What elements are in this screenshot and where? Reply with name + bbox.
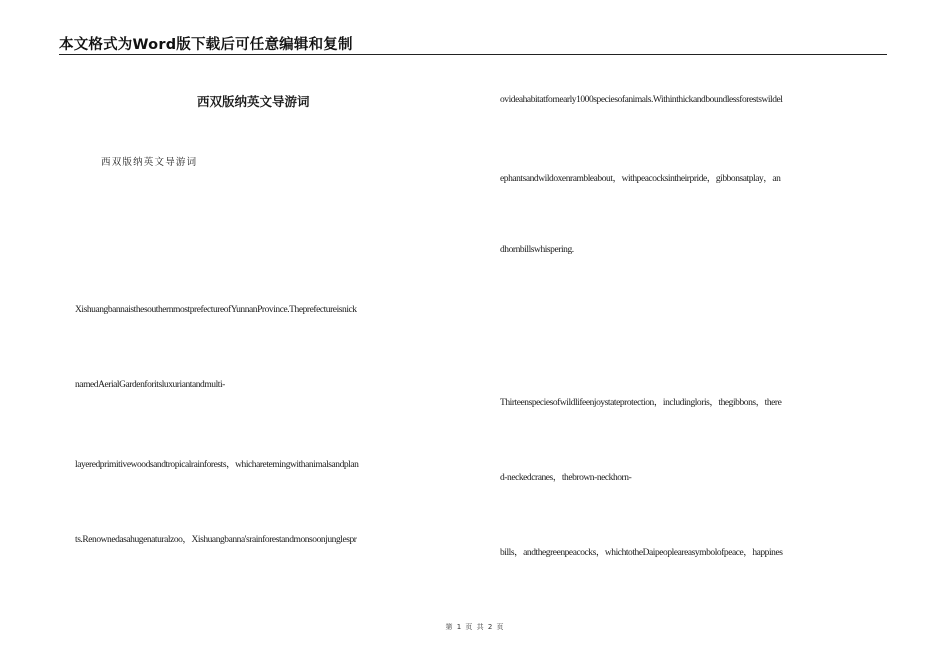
paragraph-line: Thirteenspeciesofwildlifeenjoystateprotection，includingloris，thegibbons，there [500,398,782,408]
paragraph-line: ephantsandwildoxenrambleabout，withpeacocksintheirpride，gibbonsatplay，an [500,174,781,184]
paragraph-line: dhornbillswhispering. [500,245,574,255]
paragraph-line: d-neckedcranes，thebrown-neckhorn- [500,473,632,483]
paragraph-line: namedAerialGardenforitsluxuriantandmulti- [75,380,225,390]
document-subtitle: 西双版纳英文导游词 [101,157,198,168]
paragraph-line: ts.Renownedasahugenaturalzoo，Xishuangbanna'srainforestandmonsoonjunglespr [75,535,357,545]
paragraph-line: ovideahabitatfornearly1000speciesofanimals.Withinthickandboundlessforestswildel [500,95,783,105]
paragraph-line: XishuangbannaisthesouthernmostprefectureofYunnanProvince.Theprefectureisnick [75,305,357,315]
page-header [59,32,887,55]
paragraph-line: bills，andthegreenpeacocks，whichtotheDaipeopleareasymbolofpeace，happines [500,548,783,558]
page-number-footer: 第 1 页 共 2 页 [445,623,505,631]
document-title: 西双版纳英文导游词 [197,94,310,109]
paragraph-line: layeredprimitivewoodsandtropicalrainforests，whicharetemingwithanimalsandplan [75,460,359,470]
header-banner-text: 本文格式为Word版下载后可任意编辑和复制 [59,37,353,53]
